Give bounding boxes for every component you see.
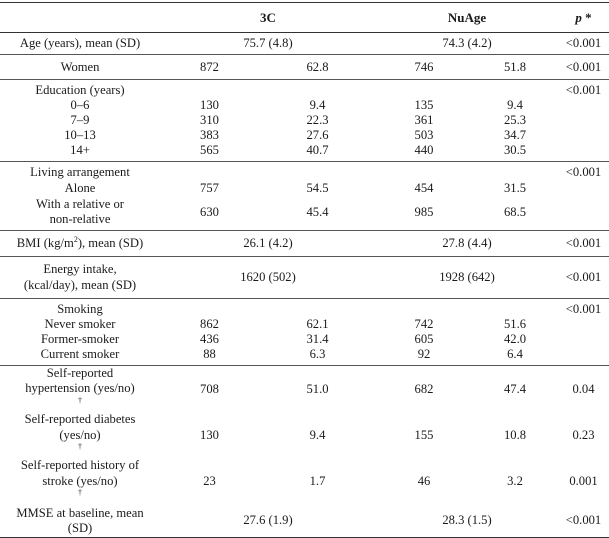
education-cat: 14+	[70, 143, 90, 157]
energy-label	[0, 257, 160, 299]
age-p: <0.001	[565, 36, 602, 50]
education-n-nuage	[376, 80, 472, 162]
cell: 25.3	[503, 113, 527, 127]
row-diabetes	[0, 412, 609, 458]
living-n-nuage	[376, 162, 472, 231]
cell: 383	[200, 128, 219, 142]
hypertension-label	[0, 366, 160, 413]
smoking-p: <0.001	[565, 302, 602, 316]
mmse-p: <0.001	[565, 513, 602, 528]
cell: 22.3	[306, 113, 329, 127]
cell: 6.3	[309, 347, 326, 361]
row-education	[0, 80, 609, 162]
cell: 62.1	[306, 317, 329, 331]
age-label: Age (years), mean (SD)	[19, 36, 141, 50]
stroke-n-3c: 23	[203, 474, 216, 489]
mmse-3c: 27.6 (1.9)	[243, 513, 293, 528]
living-pct-nuage	[472, 162, 558, 231]
row-age	[0, 33, 609, 55]
education-cat: 0–6	[70, 98, 90, 112]
bmi-p: <0.001	[565, 236, 602, 250]
hypertension-label-1: Self-reported	[46, 366, 114, 380]
cell: 862	[200, 317, 219, 331]
cell: 440	[414, 143, 434, 157]
cell: 454	[414, 181, 434, 195]
characteristics-table	[0, 2, 609, 538]
cell: 742	[414, 317, 434, 331]
hypertension-n-3c: 708	[200, 381, 219, 396]
cell: 42.0	[503, 332, 527, 346]
education-pct-nuage	[472, 80, 558, 162]
education-p: <0.001	[565, 83, 602, 97]
age-3c: 75.7 (4.8)	[243, 36, 293, 50]
cell: 31.5	[503, 181, 527, 195]
cell: 503	[414, 128, 434, 142]
cell: 605	[414, 332, 434, 346]
cell: 757	[200, 181, 219, 195]
diabetes-label-2: (yes/no) †	[59, 427, 101, 451]
smoking-label: Smoking	[57, 302, 103, 316]
row-living	[0, 162, 609, 231]
living-with-2: non-relative	[49, 212, 111, 226]
education-cat: 7–9	[70, 113, 90, 127]
cell: 34.7	[503, 128, 527, 142]
mmse-label-2: (SD)	[67, 520, 93, 535]
cell: 45.4	[306, 205, 329, 219]
stroke-n-nuage: 46	[417, 474, 431, 489]
diabetes-n-nuage: 155	[414, 427, 434, 442]
row-mmse	[0, 505, 609, 538]
row-bmi	[0, 231, 609, 257]
header-p: p *	[575, 10, 592, 25]
stroke-label-2: stroke (yes/no) †	[42, 473, 118, 498]
cell: 565	[200, 143, 219, 157]
cell: 985	[414, 205, 434, 219]
diabetes-label	[0, 412, 160, 458]
stroke-p: 0.001	[569, 474, 598, 489]
education-pct-3c	[259, 80, 376, 162]
education-n-3c	[160, 80, 259, 162]
cell: 88	[203, 347, 216, 361]
women-pct-3c: 62.8	[306, 59, 329, 74]
women-n-3c: 872	[200, 59, 219, 74]
smoking-pct-3c	[259, 299, 376, 366]
energy-label-2: (kcal/day), mean (SD)	[23, 277, 137, 292]
diabetes-n-3c: 130	[200, 427, 219, 442]
cell: 68.5	[503, 205, 527, 219]
row-hypertension	[0, 366, 609, 413]
cell: 31.4	[306, 332, 329, 346]
energy-p: <0.001	[565, 270, 602, 284]
age-nuage: 74.3 (4.2)	[442, 36, 492, 50]
smoking-cat: Current smoker	[40, 347, 120, 361]
living-alone: Alone	[64, 181, 96, 195]
header-blank	[0, 3, 160, 33]
smoking-n-3c	[160, 299, 259, 366]
cell: 9.4	[507, 98, 523, 112]
cell: 310	[200, 113, 219, 127]
mmse-label	[0, 505, 160, 538]
row-smoking	[0, 299, 609, 366]
cell: 630	[200, 205, 219, 219]
cell: 30.5	[503, 143, 527, 157]
living-with: With a relative or	[36, 197, 124, 211]
women-pct-nuage: 51.8	[503, 59, 527, 74]
cell: 27.6	[306, 128, 329, 142]
living-p: <0.001	[565, 165, 602, 179]
education-label: Education (years)	[35, 83, 125, 97]
stroke-label-1: Self-reported history of	[20, 458, 140, 473]
bmi-3c: 26.1 (4.2)	[243, 236, 293, 250]
hypertension-n-nuage: 682	[414, 381, 434, 396]
cell: 6.4	[507, 347, 523, 361]
cell: 135	[414, 98, 434, 112]
cell: 92	[417, 347, 431, 361]
energy-label-1: Energy intake,	[43, 262, 117, 277]
women-label: Women	[60, 59, 100, 74]
bmi-label: BMI $(kg/m^2)$, mean (SD)	[16, 234, 144, 250]
cell: 40.7	[306, 143, 329, 157]
hypertension-label-2: hypertension (yes/no) †	[25, 381, 135, 405]
smoking-labels	[0, 299, 160, 366]
diabetes-pct-nuage: 10.8	[503, 427, 527, 442]
bmi-nuage: 27.8 (4.4)	[442, 236, 492, 250]
smoking-pct-nuage	[472, 299, 558, 366]
mmse-nuage: 28.3 (1.5)	[442, 513, 492, 528]
hypertension-pct-3c: 51.0	[306, 381, 329, 396]
living-label: Living arrangement	[30, 165, 130, 179]
row-stroke	[0, 458, 609, 504]
stroke-pct-nuage: 3.2	[507, 474, 523, 489]
education-cat: 10–13	[64, 128, 96, 142]
row-women	[0, 55, 609, 80]
header-row	[0, 3, 609, 33]
cell: 436	[200, 332, 219, 346]
header-nuage: NuAge	[447, 10, 487, 25]
cell: 361	[414, 113, 434, 127]
living-labels	[0, 162, 160, 231]
diabetes-pct-3c: 9.4	[309, 427, 326, 442]
cell: 54.5	[306, 181, 329, 195]
women-n-nuage: 746	[414, 59, 434, 74]
living-n-3c	[160, 162, 259, 231]
smoking-cat: Former-smoker	[40, 332, 120, 346]
cell: 130	[200, 98, 219, 112]
living-pct-3c	[259, 162, 376, 231]
smoking-n-nuage	[376, 299, 472, 366]
mmse-label-1: MMSE at baseline, mean	[16, 505, 144, 520]
energy-3c: 1620 (502)	[240, 270, 296, 284]
row-energy	[0, 257, 609, 299]
smoking-cat: Never smoker	[44, 317, 116, 331]
stroke-label	[0, 458, 160, 504]
diabetes-label-1: Self-reported diabetes	[24, 412, 136, 427]
stroke-pct-3c: 1.7	[309, 474, 326, 489]
hypertension-pct-nuage: 47.4	[503, 381, 527, 396]
hypertension-p: 0.04	[572, 381, 595, 396]
header-3c: 3C	[260, 10, 276, 25]
cell: 9.4	[309, 98, 326, 112]
education-labels	[0, 80, 160, 162]
diabetes-p: 0.23	[572, 427, 595, 442]
cell: 51.6	[503, 317, 527, 331]
energy-nuage: 1928 (642)	[439, 270, 495, 284]
women-p: <0.001	[565, 59, 602, 74]
